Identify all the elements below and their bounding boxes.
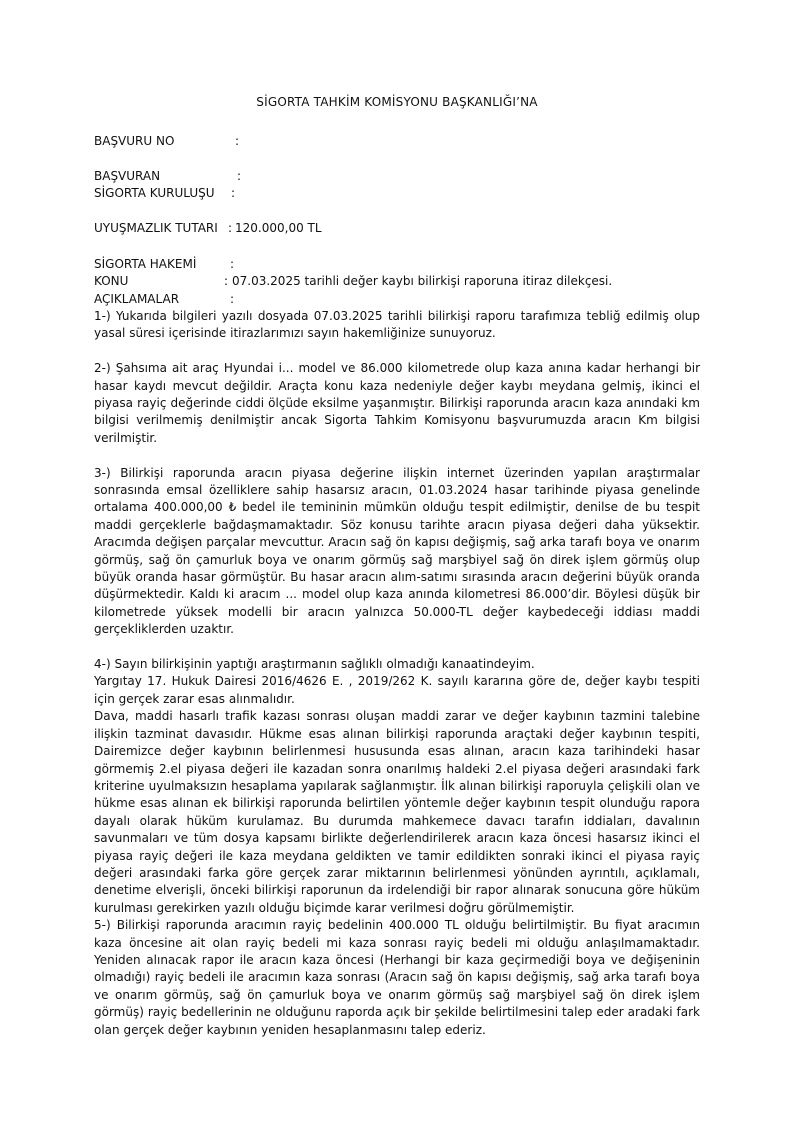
paragraph-1: 1-) Yukarıda bilgileri yazılı dosyada 07.03.2025 tarihli bilirkişi raporu tarafımıza tebliğ edilmiş olup yasal süresi içerisinde itirazlarımızı sayın hakemliğinize sunuyoruz. xyxy=(94,309,700,341)
field-aciklamalar xyxy=(94,291,235,307)
field-label: SİGORTA KURULUŞU xyxy=(94,186,215,200)
field-label: AÇIKLAMALAR xyxy=(94,292,180,306)
field-konu xyxy=(94,273,613,289)
field-colon: : xyxy=(235,134,240,148)
field-colon: : xyxy=(230,257,235,271)
field-value: 120.000,00 TL xyxy=(235,221,322,235)
field-label: KONU xyxy=(94,274,129,288)
field-colon: : xyxy=(237,169,242,183)
paragraph-5: 5-) Bilirkişi raporunda aracımın rayiç bedelinin 400.000 TL olduğu belirtilmiştir. Bu fiyat aracımın kaza öncesine ait olan rayiç bedeli mi kaza sonrası rayiç bedeli mi olduğu anlaşılmamaktadır. Yeniden alınacak rapor ile aracın kaza öncesi (Herhangi bir kaza geçirmediği boya ve değişeninin olmadığı) rayiç bedeli ile aracımın kaza sonrası (Aracın sağ ön kapısı değişmiş, sağ arka tarafı boya ve onarım görmüş, sağ ön çamurluk boya ve onarım görmüş sağ marşbiyel sağ ön direk işlem görmüş) rayiç bedellerinin ne olduğunu raporda açık bir şekilde belirtilmesini talep eder aradaki fark olan gerçek değer kaybının yeniden hesaplanmasını talep ederiz. xyxy=(94,918,700,1037)
field-label: UYUŞMAZLIK TUTARI xyxy=(94,221,218,235)
paragraph-4-intro: 4-) Sayın bilirkişinin yaptığı araştırmanın sağlıklı olmadığı kanaatindeyim. xyxy=(94,657,535,672)
document-title: SİGORTA TAHKİM KOMİSYONU BAŞKANLIĞI’NA xyxy=(256,95,538,109)
field-label: BAŞVURU NO xyxy=(94,134,175,148)
field-colon: : xyxy=(228,221,233,235)
field-sigorta-kurulusu xyxy=(94,185,236,201)
field-basvuran xyxy=(94,168,242,184)
paragraph-4-yargitay: Yargıtay 17. Hukuk Dairesi 2016/4626 E. , 2019/262 K. sayılı kararına göre de, değer kaybı tespiti için gerçek zarar esas alınmalıdır. xyxy=(94,674,700,706)
field-colon: : xyxy=(230,292,235,306)
field-label: BAŞVURAN xyxy=(94,169,161,183)
field-sigorta-hakemi xyxy=(94,256,235,272)
field-colon: : xyxy=(224,274,229,288)
field-label: SİGORTA HAKEMİ xyxy=(94,257,197,271)
paragraph-4-quote: Dava, maddi hasarlı trafik kazası sonrası oluşan maddi zarar ve değer kaybının tazmini talebine ilişkin tazminat davasıdır. Hükme esas alınan bilirkişi raporunda araçtaki değer kaybının tespiti, Dairemizce değer kaybının belirlenmesi hususunda esas alınan, aracın kaza tarihindeki hasar görmemiş 2.el piyasa değeri ile kazadan sonra onarılmış haldeki 2.el piyasa değeri arasındaki fark kriterine uyulmaksızın hesaplama yapılarak sağlanmıştır. İlk alınan bilirkişi raporuyla çelişkili olan ve hükme esas alınan ek bilirkişi raporunda belirtilen yöntemle değer kaybının tespit olunduğu rapora dayalı olarak hüküm kurulamaz. Bu durumda mahkemece davacı tarafın iddiaları, davalının savunmaları ve tüm dosya kapsamı birlikte değerlendirilerek aracın kaza öncesi hasarsız ikinci el piyasa rayiç değeri ile kaza meydana geldikten ve tamir edildikten sonraki ikinci el piyasa rayiç değeri arasındaki farka göre gerçek zarar miktarının belirlenmesi yönünden ayrıntılı, açıklamalı, denetime elverişli, önceki bilirkişi raporunun da irdelendiği bir rapor alınarak sonucuna göre hüküm kurulması gerekirken yazılı olduğu biçimde karar verilmesi doğru görülmemiştir. xyxy=(94,709,700,915)
document-body xyxy=(94,308,700,1039)
field-value: 07.03.2025 tarihli değer kaybı bilirkişi raporuna itiraz dilekçesi. xyxy=(232,274,613,288)
paragraph-3: 3-) Bilirkişi raporunda aracın piyasa değerine ilişkin internet üzerinden yapılan araştırmalar sonrasında emsal özelliklere sahip hasarsız aracın, 01.03.2024 hasar tarihinde piyasa genelinde ortalama 400.000,00 ₺ bedel ile temininin mümkün olduğu tespit edilmiştir, denilse de bu tespit maddi gerçeklerle bağdaşmamaktadır. Söz konusu tarihte aracın piyasa değeri daha yüksektir. Aracımda değişen parçalar mevcuttur. Aracın sağ ön kapısı değişmiş, sağ arka tarafı boya ve onarım görmüş, sağ ön çamurluk boya ve onarım görmüş sağ marşbiyel sağ ön direk işlem görmüş olup büyük oranda hasar görmüştür. Bu hasar aracın alım-satımı sırasında aracın değerini büyük oranda düşürmektedir. Kaldı ki aracım ... model olup kaza anında kilometresi 86.000’dir. Böylesi düşük bir kilometrede yüksek modelli bir aracın yalnızca 50.000-TL değer kaybedeceği iddiası maddi gerçekliklerden uzaktır. xyxy=(94,465,700,637)
paragraph-2: 2-) Şahsıma ait araç Hyundai i... model ve 86.000 kilometrede olup kaza anına kadar herhangi bir hasar kaydı mevcut değildir. Araçta konu kaza nedeniyle değer kaybı meydana gelmiş, ikinci el piyasa rayiç değerinde ciddi ölçüde eksilme yaşanmıştır. Bilirkişi raporunda aracın kaza anındaki km bilgisi verilmemiş denilmiştir ancak Sigorta Tahkim Komisyonu başvurumuzda aracın Km bilgisi verilmiştir. xyxy=(94,361,700,445)
field-uyusmazlik-tutari xyxy=(94,220,322,236)
field-basvuru-no xyxy=(94,133,240,149)
field-colon: : xyxy=(231,186,236,200)
